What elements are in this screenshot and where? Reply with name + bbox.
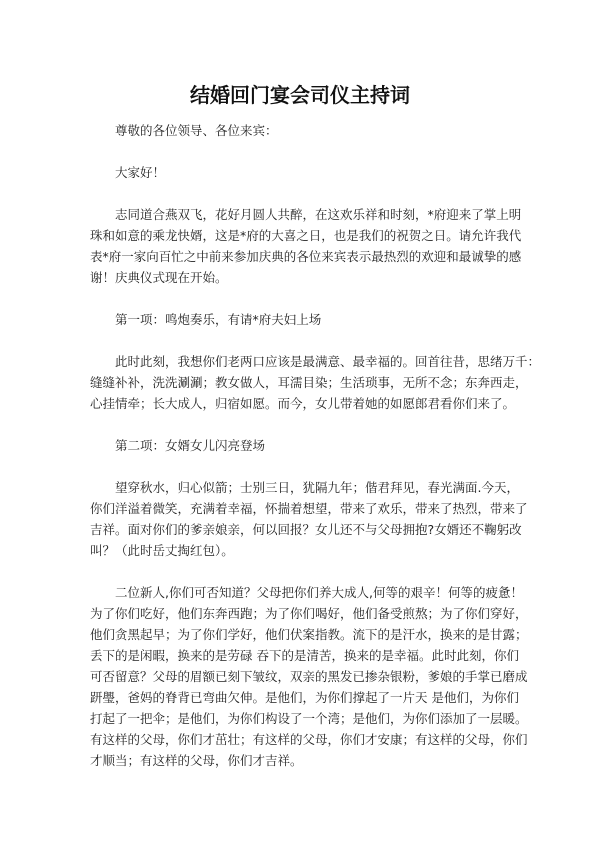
paragraph-line: 叫？（此时岳丈掏红包）。 [90, 543, 234, 558]
paragraph-line: 谢！庆典仪式现在开始。 [90, 270, 228, 285]
paragraph-line: 他们贪黑起早；为了你们学好，他们伏案指教。流下的是汗水，换来的是甘露； [90, 627, 528, 642]
paragraph-line: 吉祥。面对你们的爹亲娘亲，何以回报？女儿还不与父母拥抱?女婿还不鞠躬改 [90, 522, 522, 537]
paragraph [90, 162, 515, 183]
paragraph-line: 你们洋溢着微笑，充满着幸福，怀揣着想望，带来了欢乐，带来了热烈，带来了 [90, 501, 528, 516]
paragraph [90, 582, 528, 771]
paragraph-line: 趼璺，爸妈的脊背已弯曲欠伸。是他们，为你们撑起了一片天 是他们，为你们 [90, 690, 519, 705]
paragraph [90, 120, 515, 141]
paragraph [90, 204, 522, 288]
paragraph [90, 309, 515, 330]
paragraph [90, 351, 541, 414]
paragraph [90, 477, 528, 561]
paragraph [90, 435, 515, 456]
paragraph-line: 心挂情牵；长大成人，归宿如愿。而今，女儿带着她的如愿郎君看你们来了。 [90, 396, 516, 411]
paragraph-line: 打起了一把伞；是他们，为你们构设了一个湾；是他们，为你们添加了一层暖。 [90, 711, 528, 726]
document-body [90, 120, 541, 792]
paragraph-line: 此时此刻，我想你们老两口应该是最满意、最幸福的。回首往昔，思绪万千： [115, 354, 541, 369]
paragraph-line: 二位新人,你们可否知道？父母把你们养大成人,何等的艰辛！何等的疲惫！ [115, 585, 523, 600]
paragraph-line: 才顺当；有这样的父母，你们才吉祥。 [90, 753, 303, 768]
paragraph-line: 志同道合燕双飞，花好月圆人共醉，在这欢乐祥和时刻，*府迎来了掌上明 [115, 207, 522, 222]
paragraph-line: 缝缝补补，洗洗涮涮；教女做人，耳濡目染；生活琐事，无所不念；东奔西走， [90, 375, 528, 390]
document-title: 结婚回门宴会司仪主持词 [190, 83, 410, 107]
paragraph-line: 大家好！ [115, 165, 166, 180]
paragraph-line: 丢下的是闲暇，换来的是劳碌 吞下的是清苦，换来的是幸福。此时此刻，你们 [90, 648, 519, 663]
paragraph-line: 表*府一家向百忙之中前来参加庆典的各位来宾表示最热烈的欢迎和最诚挚的感 [90, 249, 522, 264]
paragraph-line: 为了你们吃好，他们东奔西跑；为了你们喝好，他们备受煎熬；为了你们穿好， [90, 606, 528, 621]
paragraph-line: 第二项：女婿女儿闪亮登场 [115, 438, 266, 453]
paragraph-line: 望穿秋水，归心似箭；士别三日，犹隔九年；偕君拜见，春光满面.今天， [115, 480, 519, 495]
paragraph-line: 珠和如意的乘龙快婿，这是*府的大喜之日，也是我们的祝贺之日。请允许我代 [90, 228, 522, 243]
paragraph-line: 有这样的父母，你们才茁壮；有这样的父母，你们才安康；有这样的父母，你们 [90, 732, 528, 747]
paragraph-line: 可否留意？父母的眉额已刻下皱纹，双亲的黑发已掺杂银粉，爹娘的手掌已磨成 [90, 669, 528, 684]
paragraph-line: 第一项：鸣炮奏乐，有请*府夫妇上场 [115, 312, 322, 327]
paragraph-line: 尊敬的各位领导、各位来宾： [115, 123, 278, 138]
